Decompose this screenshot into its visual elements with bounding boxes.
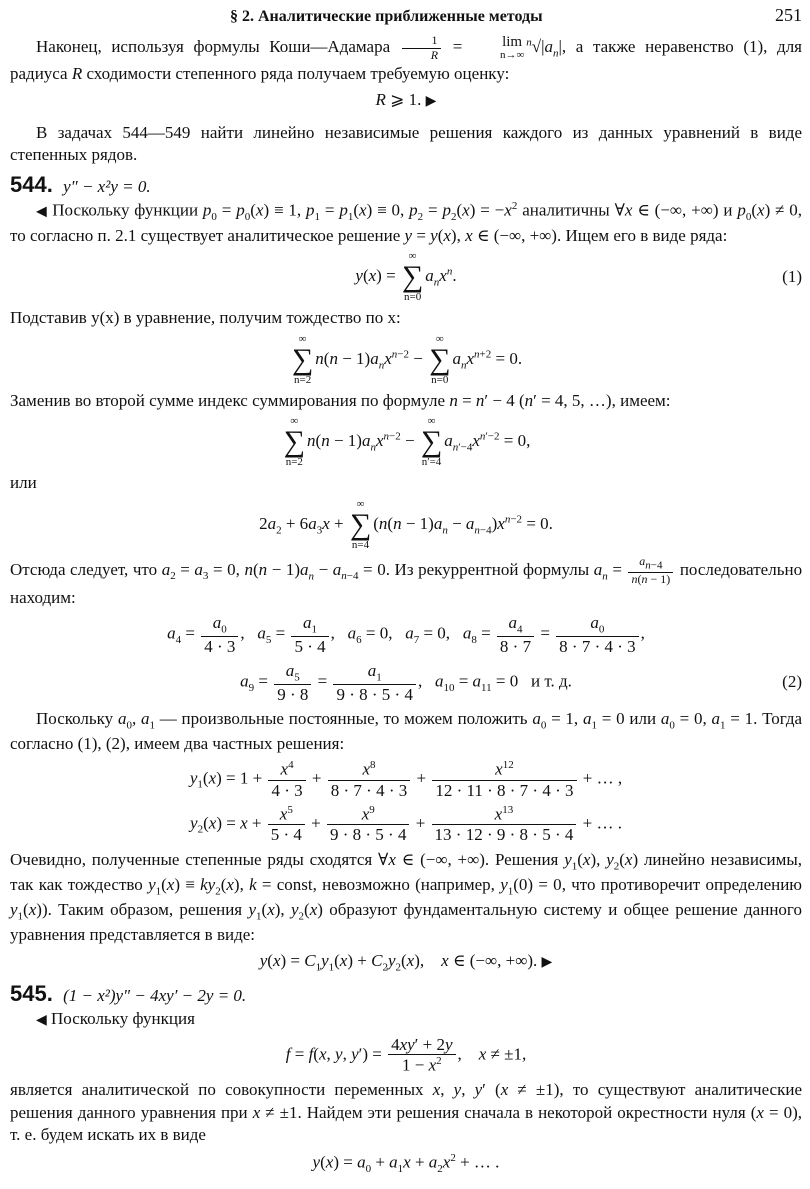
end-proof-icon: ▶	[425, 94, 437, 110]
problem-545-header	[10, 979, 802, 1008]
paragraph-substitute: Подставив y(x) в уравнение, получим тождество по x:	[10, 308, 401, 328]
problem-equation: y″ − x²y = 0.	[63, 177, 151, 197]
equation-general-solution: $y(x) = C_1y_1(x) + C_2y_2(x)$, x ∈ (−∞, +∞). ▶	[259, 951, 553, 974]
page-number: 251	[775, 5, 802, 25]
equation-y2: $y_2(x) = x$ + $\frac{x^5}{5 \cdot 4}$ + $\frac{x^9}{9 \cdot 8 \cdot 5 \cdot 4}$ + $\frac{x^{13}}{13 \cdot 12 \cdot 9 \cdot 8 \cdot 5 \cdot 4}$ + … .	[190, 804, 622, 845]
problem-number: 544.	[10, 172, 53, 198]
page-header	[10, 4, 802, 34]
paragraph-tasks: В задачах 544—549 найти линейно независимые решения каждого из данных уравнений в виде степенных рядов.	[10, 122, 802, 164]
equation-number: (1)	[782, 267, 802, 287]
equation-f: f = f(x, y, y′) = $\frac{4xy' + 2y}{1 - x^2}$ , x ≠ ±1,	[285, 1034, 527, 1075]
equation-series: y(x) = ∞ ∑ n=0 $a_nx^n$. (1)	[355, 250, 802, 304]
equation-coefficients-1: $a_4$ = $\frac{a_0}{4 \cdot 3}$ , $a_5$ = $\frac{a_1}{5 \cdot 4}$ , $a_6 = 0$, $a_7 = 0$, $a_8$ = $\frac{a_4}{8 \cdot 7}$ = $\frac{a_0}{8 \cdot 7 \cdot 4 \cdot 3}$ ,	[167, 612, 645, 657]
problem-equation: (1 − x²)y″ − 4xy′ − 2y = 0.	[63, 986, 247, 1006]
equation-series-545: $y(x) = a_0 + a_1x + a_2x^2$ + … .	[312, 1151, 500, 1175]
equation-identity: ∞ ∑ n=2 $n(n - 1)a_nx^{n-2}$ − ∞ ∑ n=0 $a_nx^{n+2} = 0$.	[291, 332, 523, 386]
paragraph-545-analytic: является аналитической по совокупности переменных x, y, y′ (x ≠ ±1), то существуют аналитические решения данного уравнения при x ≠ ±1. Найдем эти решения сначала в некоторой окрестности нуля (x = 0), т. е. будем искать их в виде	[10, 1080, 803, 1145]
begin-solution-icon: ◀	[36, 205, 48, 221]
equation-reindexed: ∞ ∑ n=2 $n(n - 1)a_nx^{n-2}$ − ∞ ∑ n′=4 $a_{n'-4}x^{n'-2} = 0$,	[283, 415, 531, 469]
equation-combined: $2a_2 + 6a_3x$ + ∞ ∑ n=4 $(n(n - 1)a_n - a_{n-4})x^{n-2} = 0$.	[259, 497, 553, 551]
begin-solution-icon: ◀	[36, 1013, 47, 1029]
paragraph-544-analytic: ◀ Поскольку функции $p_0 = p_0(x) \equiv 1$, $p_1 = p_1(x) \equiv 0$, $p_2 = p_2(x) = -x^2$ аналитичны ∀x ∈ (−∞, +∞) и $p_0(x) \ne 0$, то согласно п. 2.1 существует аналитическое решение y = y(x), x ∈ (−∞, +∞). Ищем его в виде ряда:	[10, 200, 803, 245]
section-title: § 2. Аналитические приближенные методы	[230, 8, 543, 25]
equation-R-estimate: R ⩾ 1. ▶	[375, 90, 437, 110]
book-page	[10, 0, 802, 1180]
paragraph-particular: Поскольку $a_0$, $a_1$ — произвольные постоянные, то можем положить $a_0 = 1$, $a_1 = 0$ или $a_0 = 0$, $a_1 = 1$. Тогда согласно (1), (2), имеем два частных решения:	[10, 709, 803, 754]
equation-y1: $y_1(x) = 1$ + $\frac{x^4}{4 \cdot 3}$ + $\frac{x^8}{8 \cdot 7 \cdot 4 \cdot 3}$ + $\frac{x^{12}}{12 \cdot 11 \cdot 8 \cdot 7 \cdot 4 \cdot 3}$ + … ,	[189, 759, 623, 800]
problem-number: 545.	[10, 981, 53, 1007]
equation-coefficients-2: $a_9$ = $\frac{a_5}{9 \cdot 8}$ = $\frac{a_1}{9 \cdot 8 \cdot 5 \cdot 4}$ , $a_{10} = a_{11} = 0$ и т. д. (2)	[240, 660, 802, 704]
paragraph-independence: Очевидно, полученные степенные ряды сходятся ∀x ∈ (−∞, +∞). Решения $y_1(x)$, $y_2(x)$ линейно независимы, так как тождество $y_1(x) \equiv ky_2(x)$, k = const, невозможно (например, $y_1(0) = 0$, что противоречит определению $y_1(x)$). Таким образом, решения $y_1(x)$, $y_2(x)$ образуют фундаментальную систему и общее решение данного уравнения представляется в виде:	[10, 849, 803, 944]
paragraph-545-function: ◀ Поскольку функция	[36, 1009, 195, 1029]
paragraph-cauchy-hadamard: Наконец, используя формулы Коши—Адамара $\frac{1}{R}$ = lim n→∞ $^n√|a_n|$, а также неравенство (1), для радиуса R сходимости степенного ряда получаем требуемую оценку:	[10, 33, 802, 83]
equation-number: (2)	[782, 672, 802, 692]
paragraph-replace-index: Заменив во второй сумме индекс суммирования по формуле n = n′ − 4 (n′ = 4, 5, …), имеем:	[10, 390, 671, 410]
end-proof-icon: ▶	[541, 955, 553, 971]
paragraph-or: или	[10, 473, 37, 493]
problem-544-header	[10, 170, 802, 199]
paragraph-recurrence: Отсюда следует, что $a_2 = a_3 = 0$, $n(n - 1)a_n - a_{n-4} = 0$. Из рекуррентной формулы $a_n$ = $\frac{a_{n-4}}{n(n - 1)}$ последовательно находим:	[10, 553, 803, 607]
